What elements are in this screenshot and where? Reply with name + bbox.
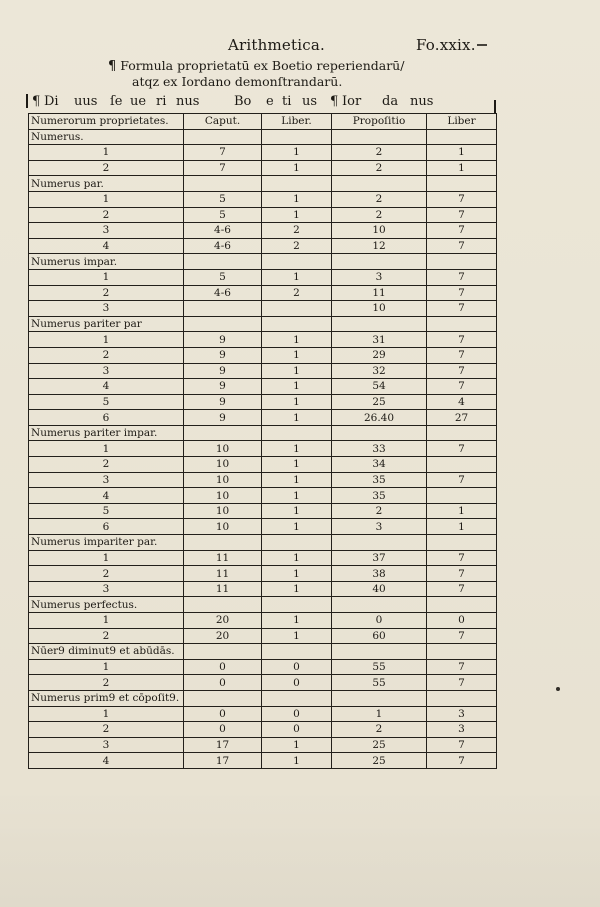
table-cell: 7 xyxy=(427,238,497,254)
table-cell: 2 xyxy=(332,160,427,176)
empty-cell xyxy=(332,316,427,332)
empty-cell xyxy=(262,597,332,613)
table-header-row xyxy=(29,114,497,130)
section-row xyxy=(29,644,497,660)
table-cell: 37 xyxy=(332,550,427,566)
table-cell: 7 xyxy=(427,675,497,691)
diagram-word: us xyxy=(302,94,318,109)
table-cell: 26.40 xyxy=(332,410,427,426)
table-cell: 7 xyxy=(184,145,262,161)
table-cell: 4 xyxy=(29,238,184,254)
diagram-word: da xyxy=(382,94,399,109)
table-cell: 0 xyxy=(184,722,262,738)
table-row xyxy=(29,503,497,519)
table-row xyxy=(29,285,497,301)
table-cell: 4 xyxy=(427,394,497,410)
table-cell: 4-6 xyxy=(184,238,262,254)
empty-cell xyxy=(332,597,427,613)
section-row xyxy=(29,129,497,145)
table-cell: 7 xyxy=(427,223,497,239)
table-title xyxy=(108,58,448,89)
table-cell: 9 xyxy=(184,363,262,379)
table-cell: 0 xyxy=(262,706,332,722)
empty-cell xyxy=(332,690,427,706)
table-row xyxy=(29,566,497,582)
col-header-properties: Numerorum proprietates. xyxy=(29,114,184,130)
empty-cell xyxy=(332,644,427,660)
table-cell: 0 xyxy=(184,675,262,691)
table-cell: 3 xyxy=(29,363,184,379)
table-row xyxy=(29,706,497,722)
table-cell: 55 xyxy=(332,659,427,675)
table-cell: 1 xyxy=(427,519,497,535)
table-cell: 10 xyxy=(184,488,262,504)
table-row xyxy=(29,207,497,223)
column-group-headings xyxy=(26,94,496,110)
table-cell: 38 xyxy=(332,566,427,582)
table-cell: 9 xyxy=(184,332,262,348)
table-cell: 7 xyxy=(427,566,497,582)
table-cell: 11 xyxy=(184,550,262,566)
folio-number: Fo.xxix. xyxy=(416,36,476,54)
table-row xyxy=(29,347,497,363)
table-cell: 1 xyxy=(29,191,184,207)
ink-dot xyxy=(556,687,560,691)
table-cell: 2 xyxy=(29,628,184,644)
table-cell: 3 xyxy=(427,706,497,722)
empty-cell xyxy=(184,644,262,660)
empty-cell xyxy=(262,644,332,660)
table-cell: 1 xyxy=(262,145,332,161)
table-cell: 1 xyxy=(262,503,332,519)
table-cell: 7 xyxy=(427,753,497,769)
section-row xyxy=(29,597,497,613)
table-cell: 2 xyxy=(262,223,332,239)
title-line-2 xyxy=(108,74,448,89)
table-cell: 3 xyxy=(29,301,184,317)
table-cell: 7 xyxy=(427,285,497,301)
table-cell: 35 xyxy=(332,488,427,504)
pilcrow-icon: ¶ xyxy=(330,94,339,109)
table-cell: 54 xyxy=(332,379,427,395)
table-cell: 3 xyxy=(29,581,184,597)
section-label: Numerus pariter impar. xyxy=(29,425,184,441)
table-cell: 1 xyxy=(29,441,184,457)
table-cell: 2 xyxy=(29,566,184,582)
table-cell: 5 xyxy=(184,207,262,223)
diagram-word: ue xyxy=(130,94,147,109)
table-cell: 2 xyxy=(262,285,332,301)
section-row xyxy=(29,176,497,192)
table-cell: 25 xyxy=(332,394,427,410)
table-cell: 1 xyxy=(262,410,332,426)
table-cell: 9 xyxy=(184,394,262,410)
section-row xyxy=(29,425,497,441)
table-cell: 10 xyxy=(184,441,262,457)
empty-cell xyxy=(332,425,427,441)
table-cell: 1 xyxy=(262,519,332,535)
table-cell: 5 xyxy=(29,503,184,519)
section-label: Numerus. xyxy=(29,129,184,145)
empty-cell xyxy=(332,254,427,270)
section-label: Numerus par. xyxy=(29,176,184,192)
table-cell: 7 xyxy=(427,269,497,285)
section-label: Numerus impariter par. xyxy=(29,535,184,551)
table-cell: 7 xyxy=(427,550,497,566)
table-cell: 4 xyxy=(29,488,184,504)
section-label: Numerus perfectus. xyxy=(29,597,184,613)
table-cell: 1 xyxy=(262,566,332,582)
table-cell: 2 xyxy=(332,722,427,738)
table-cell: 1 xyxy=(262,379,332,395)
table-cell: 31 xyxy=(332,332,427,348)
empty-cell xyxy=(427,644,497,660)
table-cell: 9 xyxy=(184,410,262,426)
table-cell: 11 xyxy=(332,285,427,301)
table-cell: 0 xyxy=(184,659,262,675)
col-header-caput: Caput. xyxy=(184,114,262,130)
table-cell: 2 xyxy=(29,722,184,738)
table-row xyxy=(29,332,497,348)
table-cell: 1 xyxy=(427,160,497,176)
table-cell: 0 xyxy=(262,659,332,675)
table-cell: 10 xyxy=(332,301,427,317)
table-cell: 25 xyxy=(332,737,427,753)
table-cell: 2 xyxy=(29,285,184,301)
col-header-propositio: Propoſitio xyxy=(332,114,427,130)
table-cell: 3 xyxy=(29,223,184,239)
table-cell: 7 xyxy=(427,207,497,223)
table-cell: 7 xyxy=(427,441,497,457)
section-label: Nūer9 diminut9 et abūdās. xyxy=(29,644,184,660)
table-row xyxy=(29,519,497,535)
table-cell: 0 xyxy=(332,613,427,629)
table-row xyxy=(29,269,497,285)
table-cell: 20 xyxy=(184,613,262,629)
table-cell: 4-6 xyxy=(184,223,262,239)
table-cell: 7 xyxy=(427,347,497,363)
group-bracket-right xyxy=(494,100,496,114)
table-cell: 2 xyxy=(332,207,427,223)
table-cell: 0 xyxy=(262,675,332,691)
table-cell: 6 xyxy=(29,519,184,535)
empty-cell xyxy=(184,129,262,145)
section-row xyxy=(29,690,497,706)
table-cell: 1 xyxy=(427,503,497,519)
table-cell: 1 xyxy=(262,472,332,488)
table-cell: 7 xyxy=(427,301,497,317)
table-cell: 7 xyxy=(427,737,497,753)
table-cell: 7 xyxy=(184,160,262,176)
empty-cell xyxy=(184,690,262,706)
table-row xyxy=(29,488,497,504)
title-line-1 xyxy=(108,58,448,74)
table-row xyxy=(29,394,497,410)
empty-cell xyxy=(332,535,427,551)
table-cell: 1 xyxy=(29,269,184,285)
table-cell: 1 xyxy=(427,145,497,161)
table-row xyxy=(29,722,497,738)
empty-cell xyxy=(262,535,332,551)
table-cell: 1 xyxy=(332,706,427,722)
table-cell: 2 xyxy=(29,457,184,473)
diagram-word: Bo xyxy=(234,94,252,109)
properties-table xyxy=(28,113,497,769)
empty-cell xyxy=(184,254,262,270)
table-cell: 3 xyxy=(332,269,427,285)
group-bracket-left xyxy=(26,94,28,108)
table-cell: 1 xyxy=(262,628,332,644)
table-cell: 1 xyxy=(262,488,332,504)
table-cell: 12 xyxy=(332,238,427,254)
table-cell: 2 xyxy=(29,207,184,223)
diagram-word: Ior xyxy=(342,94,362,109)
table-cell: 34 xyxy=(332,457,427,473)
table-cell: 2 xyxy=(262,238,332,254)
table-cell: 1 xyxy=(262,363,332,379)
empty-cell xyxy=(427,129,497,145)
table-cell: 1 xyxy=(262,347,332,363)
table-cell: 7 xyxy=(427,472,497,488)
table-cell: 3 xyxy=(332,519,427,535)
table-cell: 3 xyxy=(29,737,184,753)
table-cell: 40 xyxy=(332,581,427,597)
table-cell: 10 xyxy=(184,503,262,519)
empty-cell xyxy=(184,535,262,551)
diagram-word: nus xyxy=(176,94,200,109)
table-row xyxy=(29,160,497,176)
table-cell: 1 xyxy=(29,659,184,675)
table-cell: 2 xyxy=(332,145,427,161)
empty-cell xyxy=(427,425,497,441)
table-row xyxy=(29,675,497,691)
table-cell: 17 xyxy=(184,737,262,753)
table-row xyxy=(29,363,497,379)
table-cell: 2 xyxy=(332,191,427,207)
table-cell xyxy=(184,301,262,317)
section-row xyxy=(29,316,497,332)
col-header-liber-2: Liber xyxy=(427,114,497,130)
table-cell: 2 xyxy=(29,675,184,691)
table-cell: 1 xyxy=(262,160,332,176)
empty-cell xyxy=(427,176,497,192)
table-cell: 1 xyxy=(262,191,332,207)
table-cell: 3 xyxy=(427,722,497,738)
table-cell: 7 xyxy=(427,332,497,348)
table-cell: 10 xyxy=(184,519,262,535)
table-cell: 11 xyxy=(184,581,262,597)
table-cell: 1 xyxy=(262,332,332,348)
table-row xyxy=(29,613,497,629)
table-cell: 1 xyxy=(262,581,332,597)
table-cell: 1 xyxy=(262,441,332,457)
table-cell: 29 xyxy=(332,347,427,363)
table-cell: 1 xyxy=(29,613,184,629)
empty-cell xyxy=(184,316,262,332)
table-cell: 1 xyxy=(262,394,332,410)
table-cell: 17 xyxy=(184,753,262,769)
table-row xyxy=(29,457,497,473)
title-text-2: atqz ex Iordano demonſtrandarū. xyxy=(132,74,343,89)
table-cell: 1 xyxy=(29,145,184,161)
table-cell: 1 xyxy=(262,457,332,473)
table-row xyxy=(29,301,497,317)
table-cell: 7 xyxy=(427,581,497,597)
section-label: Numerus pariter par xyxy=(29,316,184,332)
table-cell: 1 xyxy=(262,269,332,285)
table-row xyxy=(29,550,497,566)
table-cell: 60 xyxy=(332,628,427,644)
table-cell: 2 xyxy=(29,160,184,176)
table-row xyxy=(29,379,497,395)
empty-cell xyxy=(427,535,497,551)
table-cell: 6 xyxy=(29,410,184,426)
section-row xyxy=(29,254,497,270)
section-label: Numerus prim9 et cōpoſit9. xyxy=(29,690,184,706)
diagram-word: Di xyxy=(44,94,59,109)
table-cell: 7 xyxy=(427,628,497,644)
table-cell: 1 xyxy=(262,753,332,769)
table-cell: 9 xyxy=(184,379,262,395)
table-row xyxy=(29,191,497,207)
table-cell: 7 xyxy=(427,659,497,675)
empty-cell xyxy=(184,425,262,441)
col-header-liber: Liber. xyxy=(262,114,332,130)
table-cell: 35 xyxy=(332,472,427,488)
pilcrow-icon: ¶ xyxy=(32,94,41,109)
table-cell: 7 xyxy=(427,363,497,379)
empty-cell xyxy=(427,690,497,706)
table-cell: 7 xyxy=(427,191,497,207)
table-cell: 0 xyxy=(427,613,497,629)
table-cell: 0 xyxy=(184,706,262,722)
pilcrow-icon: ¶ xyxy=(108,59,117,74)
empty-cell xyxy=(427,316,497,332)
table-cell: 27 xyxy=(427,410,497,426)
table-cell: 10 xyxy=(332,223,427,239)
table-cell: 1 xyxy=(262,550,332,566)
page-shadow xyxy=(0,787,600,907)
header-mark xyxy=(477,44,487,46)
diagram-word: ſe xyxy=(110,94,123,109)
table-cell: 10 xyxy=(184,457,262,473)
table-row xyxy=(29,659,497,675)
table-body xyxy=(29,129,497,768)
empty-cell xyxy=(427,597,497,613)
table-cell xyxy=(262,301,332,317)
table-cell: 1 xyxy=(262,207,332,223)
table-cell: 1 xyxy=(29,332,184,348)
empty-cell xyxy=(332,176,427,192)
table-cell: 5 xyxy=(184,191,262,207)
table-cell: 4 xyxy=(29,753,184,769)
table-row xyxy=(29,145,497,161)
page-header xyxy=(0,36,600,56)
table-cell: 1 xyxy=(29,550,184,566)
table-cell: 4-6 xyxy=(184,285,262,301)
table-cell: 25 xyxy=(332,753,427,769)
table-row xyxy=(29,753,497,769)
table-cell: 7 xyxy=(427,379,497,395)
table-cell: 1 xyxy=(262,613,332,629)
table-cell: 3 xyxy=(29,472,184,488)
section-label: Numerus impar. xyxy=(29,254,184,270)
table-cell: 1 xyxy=(262,737,332,753)
table-row xyxy=(29,441,497,457)
table-cell: 5 xyxy=(184,269,262,285)
empty-cell xyxy=(184,597,262,613)
table-row xyxy=(29,628,497,644)
empty-cell xyxy=(184,176,262,192)
running-head: Arithmetica. xyxy=(228,36,325,54)
table-cell xyxy=(427,488,497,504)
table-row xyxy=(29,410,497,426)
empty-cell xyxy=(262,254,332,270)
table-cell: 55 xyxy=(332,675,427,691)
table-cell: 2 xyxy=(29,347,184,363)
table-cell: 2 xyxy=(332,503,427,519)
table-cell: 10 xyxy=(184,472,262,488)
table-cell: 9 xyxy=(184,347,262,363)
table-cell: 5 xyxy=(29,394,184,410)
table-cell: 32 xyxy=(332,363,427,379)
table-cell: 1 xyxy=(29,706,184,722)
table-row xyxy=(29,472,497,488)
table-row xyxy=(29,581,497,597)
diagram-word: uus xyxy=(74,94,98,109)
diagram-word: nus xyxy=(410,94,434,109)
empty-cell xyxy=(262,425,332,441)
empty-cell xyxy=(262,129,332,145)
table-cell: 33 xyxy=(332,441,427,457)
empty-cell xyxy=(332,129,427,145)
diagram-word: ri xyxy=(156,94,167,109)
table-cell: 20 xyxy=(184,628,262,644)
table-row xyxy=(29,737,497,753)
table-row xyxy=(29,238,497,254)
table-cell: 4 xyxy=(29,379,184,395)
table-cell: 11 xyxy=(184,566,262,582)
section-row xyxy=(29,535,497,551)
empty-cell xyxy=(427,254,497,270)
empty-cell xyxy=(262,316,332,332)
table-cell: 0 xyxy=(262,722,332,738)
table-cell xyxy=(427,457,497,473)
empty-cell xyxy=(262,176,332,192)
empty-cell xyxy=(262,690,332,706)
diagram-word: e xyxy=(266,94,274,109)
title-text-1: Formula proprietatū ex Boetio reperiendarū/ xyxy=(120,58,405,73)
diagram-word: ti xyxy=(282,94,292,109)
table-row xyxy=(29,223,497,239)
